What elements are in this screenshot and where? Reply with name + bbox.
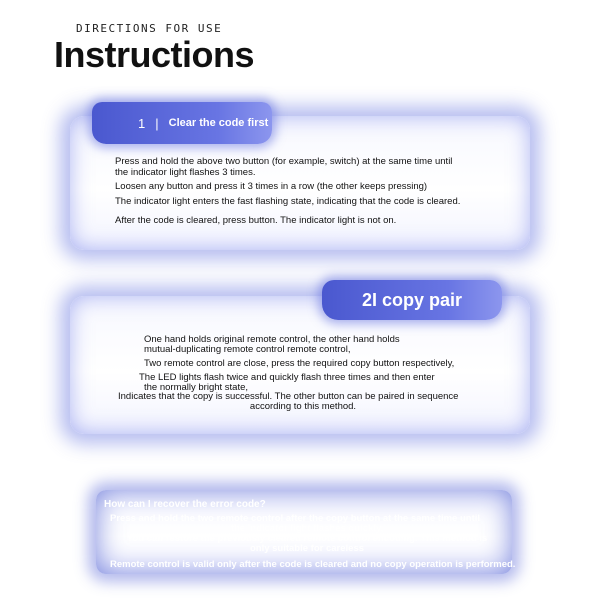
step-1-line: the indicator light flashes 3 times.: [115, 167, 256, 178]
step-2-line: the normally bright state,: [144, 382, 249, 393]
step-1-line: The indicator light enters the fast flashing state, indicating that the code is cleared.: [115, 196, 461, 207]
faq-line: only suitable for careless: [249, 543, 365, 554]
page-title: Instructions: [54, 34, 255, 75]
faq-content: [104, 499, 516, 570]
step-2-line: mutual-duplicating remote control remote control,: [144, 344, 351, 355]
step-1-line: Press and hold the above two button (for example, switch) at the same time until: [115, 156, 453, 167]
step-2-line: according to this method.: [249, 401, 357, 412]
faq-line: You can restore the previously cleared remote control encoding. This method is: [126, 533, 488, 544]
step-1-number: 1: [138, 115, 146, 131]
faq-line: the indicator light flashes quickly,: [230, 523, 384, 534]
step-2-line: Two remote control are close, press the required copy button respectively,: [144, 358, 455, 369]
step-2-badge: [322, 280, 502, 320]
faq-line: Press and hold the two remote control after the copy button at the same time until: [110, 513, 481, 524]
step-1-badge: [92, 102, 272, 144]
step-2-line: The LED lights flash twice and quickly flash three times and then enter: [139, 372, 435, 383]
step-2-title: 2I copy pair: [361, 289, 463, 310]
faq-question: How can I recover the error code?: [104, 499, 266, 510]
step-1-line: After the code is cleared, press button. The indicator light is not on.: [115, 215, 397, 226]
step-1-divider: |: [155, 115, 159, 131]
step-1-title: Clear the code first: [168, 117, 269, 129]
section-kicker: DIRECTIONS FOR USE: [76, 22, 223, 35]
step-1-line: Loosen any button and press it 3 times in a row (the other keeps pressing): [115, 181, 428, 192]
step-2-line: Indicates that the copy is successful. The other button can be paired in sequence: [118, 391, 459, 402]
step-2-line: One hand holds original remote control, the other hand holds: [144, 334, 400, 345]
faq-line: Remote control is valid only after the code is cleared and no copy operation is performed.: [110, 559, 516, 570]
